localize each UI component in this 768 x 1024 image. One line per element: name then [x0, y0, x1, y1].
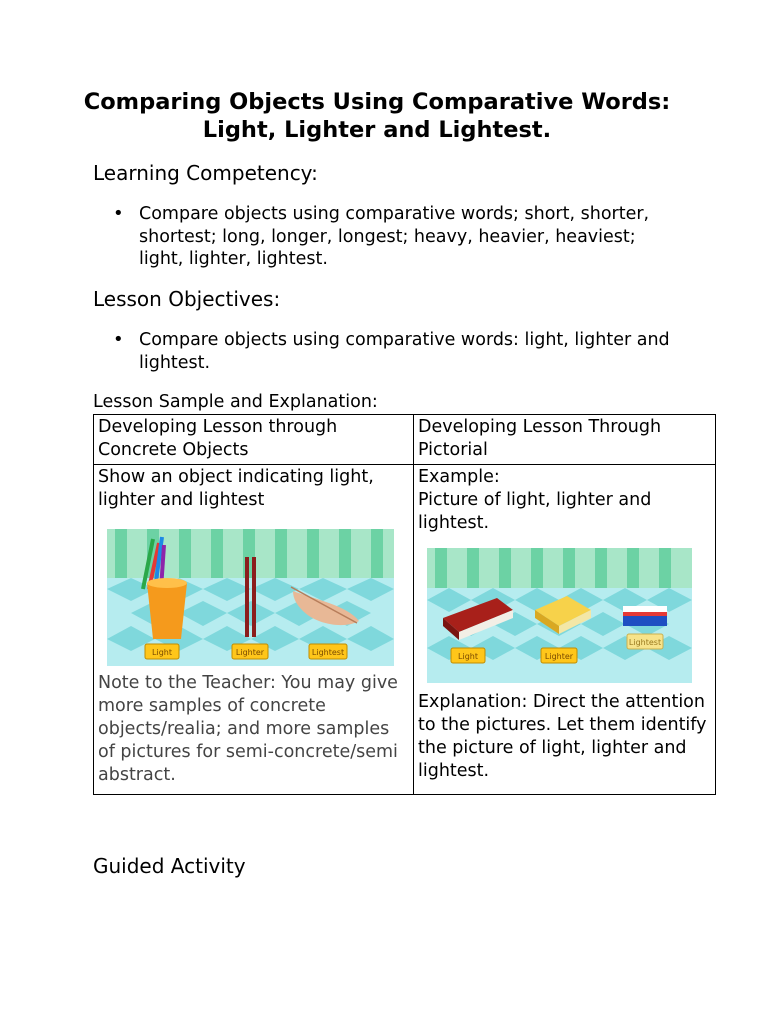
- cell-pictorial: [414, 465, 716, 795]
- concrete-intro: Show an object indicating light, lighter and lightest: [98, 467, 374, 510]
- table-row: [94, 465, 716, 795]
- list-item: • Compare objects using comparative words; short, shorter, shortest; long, longer, longest; heavy, heavier, heaviest; light, lighter, lightest.: [93, 203, 683, 271]
- label-light: Light: [152, 648, 172, 657]
- pictorial-intro: Picture of light, lighter and lightest.: [418, 490, 652, 533]
- guided-activity-heading: Guided Activity: [93, 854, 246, 878]
- learning-competency-heading: Learning Competency:: [93, 161, 318, 185]
- lesson-objectives-list: [93, 329, 683, 374]
- label-lightest: Lightest: [311, 648, 345, 657]
- label-lighter: Lighter: [235, 648, 265, 657]
- learning-competency-list: [93, 203, 683, 271]
- teacher-note: Note to the Teacher: You may give more samples of concrete objects/realia; and more samples of pictures for semi-concrete/semi abstract.: [98, 673, 398, 785]
- lesson-objectives-heading: Lesson Objectives:: [93, 287, 281, 311]
- header-pictorial: Developing Lesson Through Pictorial: [414, 415, 716, 465]
- label-lightest: Lightest: [628, 638, 662, 647]
- header-concrete: Developing Lesson through Concrete Objects: [94, 415, 414, 465]
- concrete-objects-image: [107, 529, 394, 666]
- label-light: Light: [458, 652, 478, 661]
- label-lighter: Lighter: [544, 652, 574, 661]
- example-label: Example:: [418, 467, 500, 487]
- lesson-table: [93, 414, 716, 795]
- list-item: • Compare objects using comparative words: light, lighter and lightest.: [93, 329, 683, 374]
- cell-concrete: [94, 465, 414, 795]
- page-title: Comparing Objects Using Comparative Words: Light, Lighter and Lightest.: [83, 89, 671, 143]
- explanation: Explanation: Direct the attention to the pictures. Let them identify the picture of light, lighter and lightest.: [418, 692, 707, 781]
- pictorial-objects-image: [427, 548, 692, 683]
- table-caption: Lesson Sample and Explanation:: [93, 392, 378, 412]
- table-header-row: [94, 415, 716, 465]
